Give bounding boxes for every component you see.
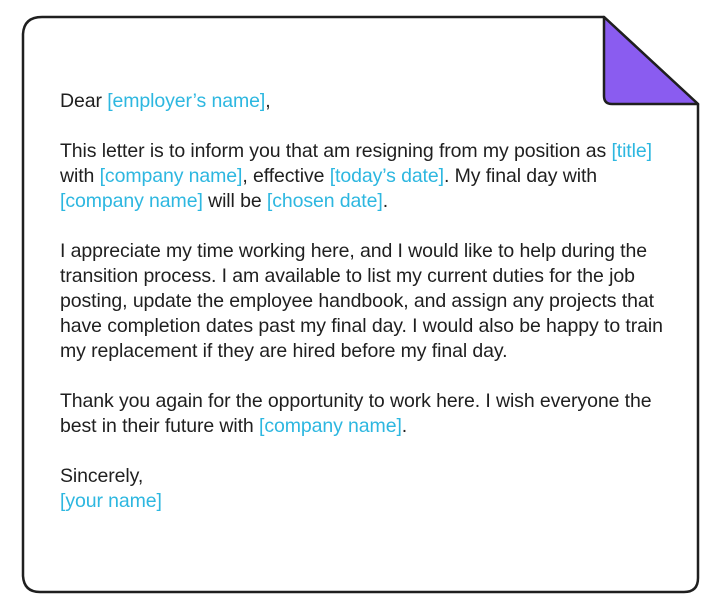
p3-text-2: . [401, 415, 408, 437]
company-name-placeholder: [company name] [259, 415, 402, 437]
letter-body [60, 89, 680, 514]
paragraph-thanks [60, 389, 680, 439]
title-placeholder: [title] [611, 140, 652, 162]
p3-text-1: Thank you again for the opportunity to work here. I wish everyone the best in their future with [60, 390, 652, 437]
paragraph-transition: I appreciate my time working here, and I would like to help during the transition process. I am available to list my current duties for the job posting, update the employee handbook, and assign any projects that have completion dates past my final day. I would also be happy to train my replacement if they are hired before my final day. [60, 240, 663, 362]
p1-text-5: will be [202, 190, 267, 212]
greeting-text: Dear [60, 90, 108, 112]
p1-text-3: , effective [242, 165, 330, 187]
company-name-placeholder: [company name] [99, 165, 243, 187]
p1-text-4: . My final day with [443, 165, 598, 187]
employer-name-placeholder: [employer’s name] [107, 90, 266, 112]
closing-block [60, 464, 680, 514]
todays-date-placeholder: [today’s date] [329, 165, 444, 187]
paragraph-resignation [60, 139, 680, 214]
p1-text-6: . [382, 190, 389, 212]
company-name-placeholder: [company name] [60, 190, 203, 212]
p1-text-2: with [60, 165, 100, 187]
closing-text: Sincerely, [60, 465, 144, 487]
chosen-date-placeholder: [chosen date] [266, 190, 383, 212]
greeting-line [60, 89, 680, 114]
your-name-placeholder: [your name] [60, 490, 162, 512]
greeting-comma: , [265, 90, 271, 112]
p1-text-1: This letter is to inform you that am resigning from my position as [60, 140, 612, 162]
